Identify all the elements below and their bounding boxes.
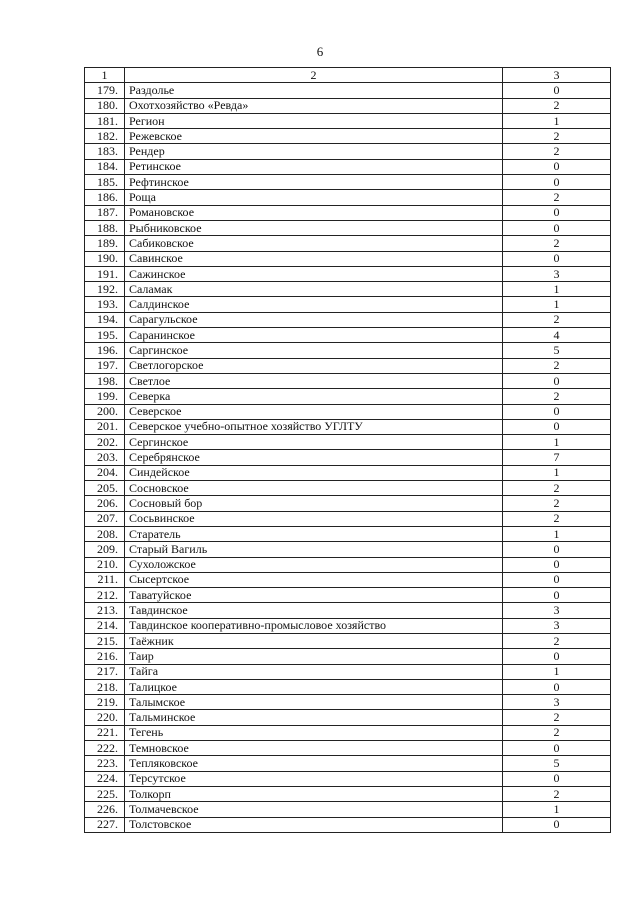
- row-number-cell: 205.: [85, 481, 125, 496]
- table-row: [85, 786, 611, 801]
- row-number-cell: 189.: [85, 236, 125, 251]
- table-row: [85, 297, 611, 312]
- row-name-cell: Сосьвинское: [125, 511, 503, 526]
- row-name-cell: Сухоложское: [125, 557, 503, 572]
- row-number-cell: 222.: [85, 741, 125, 756]
- row-number-cell: 220.: [85, 710, 125, 725]
- row-number-cell: 227.: [85, 817, 125, 832]
- row-number-cell: 193.: [85, 297, 125, 312]
- row-name-cell: Саранинское: [125, 328, 503, 343]
- row-number-cell: 180.: [85, 98, 125, 113]
- row-value-cell: 3: [503, 695, 611, 710]
- row-value-cell: 2: [503, 236, 611, 251]
- table-row: [85, 98, 611, 113]
- row-number-cell: 198.: [85, 373, 125, 388]
- row-value-cell: 1: [503, 526, 611, 541]
- table-row: [85, 236, 611, 251]
- row-name-cell: Сысертское: [125, 572, 503, 587]
- row-value-cell: 0: [503, 542, 611, 557]
- row-value-cell: 2: [503, 190, 611, 205]
- row-number-cell: 187.: [85, 205, 125, 220]
- table-row: [85, 542, 611, 557]
- row-name-cell: Сажинское: [125, 266, 503, 281]
- table-row: [85, 710, 611, 725]
- row-value-cell: 3: [503, 618, 611, 633]
- row-number-cell: 215.: [85, 633, 125, 648]
- row-name-cell: Тавдинское кооперативно-промысловое хозяйство: [125, 618, 503, 633]
- row-number-cell: 190.: [85, 251, 125, 266]
- row-number-cell: 183.: [85, 144, 125, 159]
- row-number-cell: 179.: [85, 83, 125, 98]
- row-value-cell: 0: [503, 817, 611, 832]
- row-value-cell: 1: [503, 664, 611, 679]
- row-value-cell: 3: [503, 603, 611, 618]
- table-row: [85, 175, 611, 190]
- table-row: [85, 129, 611, 144]
- row-name-cell: Старый Вагиль: [125, 542, 503, 557]
- row-name-cell: Таватуйское: [125, 588, 503, 603]
- row-value-cell: 0: [503, 588, 611, 603]
- page-number: 6: [316, 44, 324, 59]
- table-row: [85, 481, 611, 496]
- row-value-cell: 5: [503, 756, 611, 771]
- table-row: [85, 603, 611, 618]
- table-row: [85, 83, 611, 98]
- row-value-cell: 0: [503, 771, 611, 786]
- table-row: [85, 817, 611, 832]
- row-number-cell: 194.: [85, 312, 125, 327]
- row-name-cell: Рефтинское: [125, 175, 503, 190]
- row-name-cell: Режевское: [125, 129, 503, 144]
- row-name-cell: Светлогорское: [125, 358, 503, 373]
- column-header-number: 1: [85, 68, 125, 83]
- row-value-cell: 2: [503, 633, 611, 648]
- row-value-cell: 1: [503, 802, 611, 817]
- row-value-cell: 0: [503, 557, 611, 572]
- table-row: [85, 312, 611, 327]
- row-value-cell: 1: [503, 435, 611, 450]
- row-number-cell: 204.: [85, 465, 125, 480]
- row-value-cell: 2: [503, 496, 611, 511]
- row-number-cell: 225.: [85, 786, 125, 801]
- row-value-cell: 3: [503, 266, 611, 281]
- row-number-cell: 223.: [85, 756, 125, 771]
- row-name-cell: Роща: [125, 190, 503, 205]
- row-value-cell: 0: [503, 175, 611, 190]
- row-value-cell: 0: [503, 251, 611, 266]
- table-row: [85, 328, 611, 343]
- row-number-cell: 195.: [85, 328, 125, 343]
- column-header-name: 2: [125, 68, 503, 83]
- row-value-cell: 0: [503, 159, 611, 174]
- row-value-cell: 2: [503, 481, 611, 496]
- row-name-cell: Рендер: [125, 144, 503, 159]
- row-name-cell: Северское учебно-опытное хозяйство УГЛТУ: [125, 419, 503, 434]
- row-name-cell: Толстовское: [125, 817, 503, 832]
- row-number-cell: 211.: [85, 572, 125, 587]
- row-number-cell: 209.: [85, 542, 125, 557]
- row-value-cell: 1: [503, 465, 611, 480]
- row-name-cell: Таир: [125, 649, 503, 664]
- row-value-cell: 2: [503, 358, 611, 373]
- row-name-cell: Талымское: [125, 695, 503, 710]
- table-row: [85, 266, 611, 281]
- row-value-cell: 2: [503, 710, 611, 725]
- table-row: [85, 435, 611, 450]
- table-row: [85, 526, 611, 541]
- row-value-cell: 1: [503, 113, 611, 128]
- row-number-cell: 214.: [85, 618, 125, 633]
- row-number-cell: 226.: [85, 802, 125, 817]
- row-name-cell: Саргинское: [125, 343, 503, 358]
- row-name-cell: Сергинское: [125, 435, 503, 450]
- row-name-cell: Тепляковское: [125, 756, 503, 771]
- table-row: [85, 251, 611, 266]
- table-row: [85, 649, 611, 664]
- row-number-cell: 206.: [85, 496, 125, 511]
- row-name-cell: Северское: [125, 404, 503, 419]
- row-name-cell: Старатель: [125, 526, 503, 541]
- table-row: [85, 679, 611, 694]
- table-row: [85, 343, 611, 358]
- row-value-cell: 1: [503, 282, 611, 297]
- row-number-cell: 196.: [85, 343, 125, 358]
- table-row: [85, 373, 611, 388]
- table-row: [85, 771, 611, 786]
- row-name-cell: Романовское: [125, 205, 503, 220]
- table-row: [85, 695, 611, 710]
- row-number-cell: 197.: [85, 358, 125, 373]
- table-row: [85, 557, 611, 572]
- row-name-cell: Темновское: [125, 741, 503, 756]
- row-value-cell: 0: [503, 83, 611, 98]
- row-value-cell: 2: [503, 312, 611, 327]
- row-value-cell: 2: [503, 144, 611, 159]
- row-name-cell: Талицкое: [125, 679, 503, 694]
- row-name-cell: Сосновское: [125, 481, 503, 496]
- row-value-cell: 0: [503, 205, 611, 220]
- row-number-cell: 192.: [85, 282, 125, 297]
- row-number-cell: 184.: [85, 159, 125, 174]
- table-row: [85, 144, 611, 159]
- row-name-cell: Терсутское: [125, 771, 503, 786]
- table-row: [85, 450, 611, 465]
- row-number-cell: 199.: [85, 389, 125, 404]
- table-row: [85, 741, 611, 756]
- table-row: [85, 465, 611, 480]
- row-name-cell: Тегень: [125, 725, 503, 740]
- table-row: [85, 588, 611, 603]
- row-value-cell: 0: [503, 419, 611, 434]
- row-name-cell: Серебрянское: [125, 450, 503, 465]
- row-number-cell: 202.: [85, 435, 125, 450]
- table-row: [85, 190, 611, 205]
- row-name-cell: Северка: [125, 389, 503, 404]
- row-number-cell: 191.: [85, 266, 125, 281]
- row-value-cell: 7: [503, 450, 611, 465]
- table-row: [85, 159, 611, 174]
- row-value-cell: 0: [503, 649, 611, 664]
- table-row: [85, 419, 611, 434]
- table-row: [85, 756, 611, 771]
- table-header-row: [85, 68, 611, 83]
- row-value-cell: 0: [503, 220, 611, 235]
- row-name-cell: Регион: [125, 113, 503, 128]
- table-row: [85, 205, 611, 220]
- row-name-cell: Толкорп: [125, 786, 503, 801]
- row-name-cell: Сабиковское: [125, 236, 503, 251]
- row-number-cell: 188.: [85, 220, 125, 235]
- table-row: [85, 664, 611, 679]
- table-row: [85, 220, 611, 235]
- row-name-cell: Синдейское: [125, 465, 503, 480]
- row-name-cell: Салдинское: [125, 297, 503, 312]
- table-row: [85, 572, 611, 587]
- row-number-cell: 217.: [85, 664, 125, 679]
- column-header-value: 3: [503, 68, 611, 83]
- row-number-cell: 186.: [85, 190, 125, 205]
- table-row: [85, 113, 611, 128]
- row-value-cell: 2: [503, 389, 611, 404]
- table-row: [85, 496, 611, 511]
- row-number-cell: 210.: [85, 557, 125, 572]
- row-value-cell: 0: [503, 679, 611, 694]
- row-name-cell: Тавдинское: [125, 603, 503, 618]
- row-number-cell: 224.: [85, 771, 125, 786]
- row-name-cell: Толмачевское: [125, 802, 503, 817]
- row-name-cell: Светлое: [125, 373, 503, 388]
- row-name-cell: Рыбниковское: [125, 220, 503, 235]
- row-value-cell: 5: [503, 343, 611, 358]
- row-value-cell: 2: [503, 725, 611, 740]
- table-row: [85, 404, 611, 419]
- table-row: [85, 511, 611, 526]
- row-number-cell: 185.: [85, 175, 125, 190]
- row-name-cell: Савинское: [125, 251, 503, 266]
- registry-table-body: [85, 68, 611, 833]
- row-name-cell: Сосновый бор: [125, 496, 503, 511]
- row-name-cell: Охотхозяйство «Ревда»: [125, 98, 503, 113]
- row-name-cell: Саламак: [125, 282, 503, 297]
- row-name-cell: Ретинское: [125, 159, 503, 174]
- row-value-cell: 1: [503, 297, 611, 312]
- row-value-cell: 0: [503, 373, 611, 388]
- row-value-cell: 0: [503, 572, 611, 587]
- row-number-cell: 218.: [85, 679, 125, 694]
- table-row: [85, 389, 611, 404]
- row-number-cell: 182.: [85, 129, 125, 144]
- row-name-cell: Сарагульское: [125, 312, 503, 327]
- row-name-cell: Тайга: [125, 664, 503, 679]
- row-number-cell: 201.: [85, 419, 125, 434]
- row-value-cell: 4: [503, 328, 611, 343]
- row-number-cell: 219.: [85, 695, 125, 710]
- table-row: [85, 633, 611, 648]
- row-number-cell: 212.: [85, 588, 125, 603]
- row-number-cell: 207.: [85, 511, 125, 526]
- row-value-cell: 2: [503, 129, 611, 144]
- row-value-cell: 0: [503, 741, 611, 756]
- row-number-cell: 181.: [85, 113, 125, 128]
- table-row: [85, 725, 611, 740]
- row-name-cell: Раздолье: [125, 83, 503, 98]
- row-number-cell: 200.: [85, 404, 125, 419]
- row-number-cell: 203.: [85, 450, 125, 465]
- table-row: [85, 282, 611, 297]
- row-name-cell: Тальминское: [125, 710, 503, 725]
- table-row: [85, 358, 611, 373]
- table-row: [85, 618, 611, 633]
- row-name-cell: Таёжник: [125, 633, 503, 648]
- row-value-cell: 2: [503, 786, 611, 801]
- table-row: [85, 802, 611, 817]
- row-value-cell: 2: [503, 511, 611, 526]
- row-number-cell: 208.: [85, 526, 125, 541]
- row-number-cell: 213.: [85, 603, 125, 618]
- row-value-cell: 0: [503, 404, 611, 419]
- registry-table: [84, 67, 611, 833]
- row-number-cell: 221.: [85, 725, 125, 740]
- row-number-cell: 216.: [85, 649, 125, 664]
- row-value-cell: 2: [503, 98, 611, 113]
